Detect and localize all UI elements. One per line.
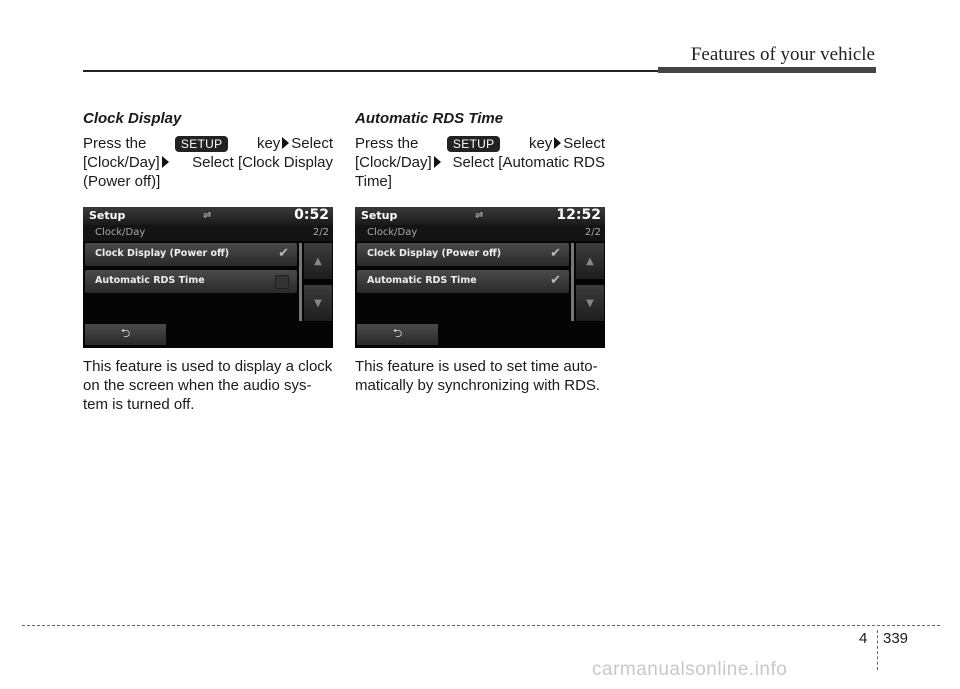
screen-page-indicator: 2/2 [584,227,601,238]
section-title: Clock Display [83,110,182,127]
screen-subheader [83,225,333,241]
page-number: 339 [883,630,909,647]
instr-press: Press the [355,135,419,152]
instr-key: key [528,135,553,152]
footer-divider [877,630,878,670]
triangle-up-icon: ▲ [586,255,594,267]
menu-item-automatic-rds[interactable] [357,270,569,293]
instr-path: [Clock/Day] [355,154,432,171]
setup-key: SETUP [175,136,229,152]
back-arrow-icon: ⮌ [392,326,403,340]
instr-line3: Time] [355,173,392,190]
automatic-rds-time-section [355,110,605,395]
back-button[interactable] [85,324,166,345]
arrow-right-icon [434,156,441,168]
page-header-title: Features of your vehicle [690,44,875,65]
setup-key: SETUP [447,136,501,152]
screen-subheader [355,225,605,241]
footer-rule [22,625,940,626]
screen-subtitle: Clock/Day [367,227,418,238]
instr-press: Press the [83,135,147,152]
description-line: tem is turned off. [83,396,195,413]
menu-item-clock-display[interactable] [85,243,297,266]
usb-icon: ⇌ [203,210,212,221]
scroll-down-button[interactable] [304,285,332,321]
description-line: on the screen when the audio sys- [83,377,312,394]
header-rule-accent [658,67,876,73]
triangle-down-icon: ▼ [586,297,594,309]
instr-line3: (Power off)] [83,173,161,190]
arrow-right-icon [554,137,561,149]
description-line: This feature is used to display a clock [83,358,333,375]
arrow-right-icon [282,137,289,149]
instr-select: Select [563,135,605,152]
scrollbar[interactable] [299,243,302,321]
screen-clock: 12:52 [556,207,601,223]
scrollbar[interactable] [571,243,574,321]
scroll-down-button[interactable] [576,285,604,321]
description-line: This feature is used to set time auto- [355,358,598,375]
scroll-up-button[interactable] [576,243,604,279]
instr-select-item: Select [Clock Display [192,154,333,171]
instr-select-item: Select [Automatic RDS [452,154,605,171]
screen-subtitle: Clock/Day [95,227,146,238]
section-description [355,357,605,395]
usb-icon: ⇌ [475,210,484,221]
arrow-right-icon [162,156,169,168]
back-button[interactable] [357,324,438,345]
checkmark-icon[interactable]: ✔ [550,273,561,288]
screen-title: Setup [89,209,126,222]
chapter-number: 4 [859,630,868,647]
instruction [355,134,605,191]
watermark: carmanualsonline.info [592,659,788,680]
scroll-up-button[interactable] [304,243,332,279]
instr-path: [Clock/Day] [83,154,160,171]
instr-select: Select [291,135,333,152]
section-title: Automatic RDS Time [355,110,504,127]
menu-item-label: Automatic RDS Time [95,275,205,286]
checkbox-unchecked[interactable] [275,275,289,289]
setup-screen [83,207,333,348]
menu-item-clock-display[interactable] [357,243,569,266]
menu-item-label: Clock Display (Power off) [367,248,502,259]
screen-page-indicator: 2/2 [312,227,329,238]
back-arrow-icon: ⮌ [120,326,131,340]
checkmark-icon[interactable]: ✔ [278,246,289,261]
instr-key: key [256,135,281,152]
menu-item-label: Automatic RDS Time [367,275,477,286]
menu-item-automatic-rds[interactable] [85,270,297,293]
description-line: matically by synchronizing with RDS. [355,377,601,394]
header-rule [83,70,658,72]
triangle-down-icon: ▼ [314,297,322,309]
screen-title: Setup [361,209,398,222]
section-description [83,357,333,414]
screen-clock: 0:52 [294,207,329,223]
clock-display-section [83,110,333,414]
setup-screen [355,207,605,348]
instruction [83,134,333,191]
triangle-up-icon: ▲ [314,255,322,267]
checkmark-icon[interactable]: ✔ [550,246,561,261]
menu-item-label: Clock Display (Power off) [95,248,230,259]
